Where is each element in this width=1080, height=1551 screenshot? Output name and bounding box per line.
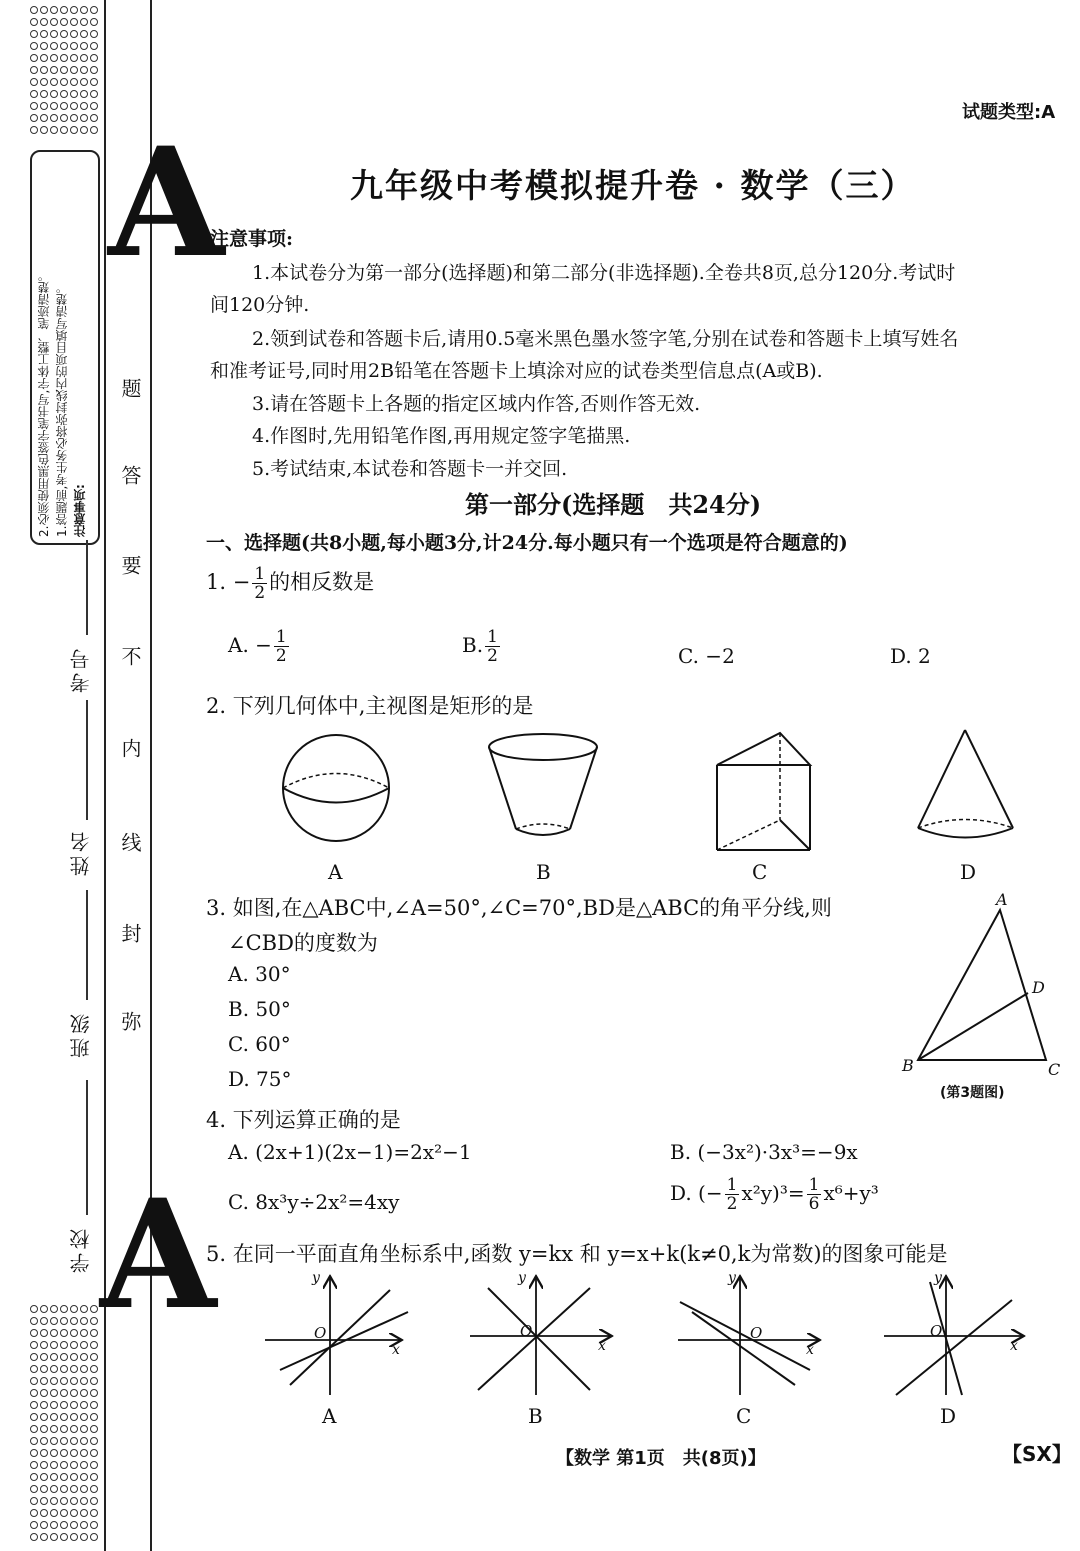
q3-point-b: B xyxy=(902,1056,914,1075)
q4-option-a[interactable]: A. (2x+1)(2x−1)=2x²−1 xyxy=(228,1140,472,1164)
exam-type-letter-top: A xyxy=(108,115,225,291)
q5-a-x-label: x xyxy=(392,1342,400,1358)
q5-a-y-label: y xyxy=(312,1270,320,1286)
seal-char-1: 题 xyxy=(118,378,142,402)
q2-label-d[interactable]: D xyxy=(960,860,977,884)
q5-graphs xyxy=(260,1270,1040,1400)
q5-a-origin: O xyxy=(314,1324,327,1342)
seal-char-6: 线 xyxy=(118,832,142,856)
q4-stem: 4. 下列运算正确的是 xyxy=(206,1108,401,1132)
q4-option-c[interactable]: C. 8x³y÷2x²=4xy xyxy=(228,1190,400,1214)
q5-graph-b xyxy=(470,1278,610,1395)
q4-d-frac2 xyxy=(807,1176,822,1213)
q5-graph-a xyxy=(265,1278,408,1395)
q1-option-b-label: B. xyxy=(462,633,484,657)
q1-a-num: 1 xyxy=(275,627,287,647)
q3-stem-line2: ∠CBD的度数为 xyxy=(228,931,378,955)
q1-option-a[interactable] xyxy=(228,628,291,665)
footer-code: 【SX】 xyxy=(1002,1442,1072,1466)
q3-option-d[interactable]: D. 75° xyxy=(228,1067,292,1091)
q4-d-den2: 6 xyxy=(808,1194,820,1214)
exam-type-label: 试题类型:A xyxy=(962,102,1056,123)
q5-label-a[interactable]: A xyxy=(322,1404,337,1428)
notes-line-4: 4.作图时,先用铅笔作图,再用规定签字笔描黑. xyxy=(252,425,631,447)
field-exam-number: 考号 xyxy=(69,645,93,693)
q1-fraction xyxy=(252,565,267,602)
q3-option-b[interactable]: B. 50° xyxy=(228,997,291,1021)
seal-char-7: 封 xyxy=(118,923,142,947)
page-title: 九年级中考模拟提升卷 · 数学（三） xyxy=(350,166,916,205)
binding-notice-2: 2.必须使用黑色签字笔书写,字体工整、笔迹清楚。 xyxy=(37,269,51,537)
q3-option-a[interactable]: A. 30° xyxy=(228,962,291,986)
q5-b-y-label: y xyxy=(518,1270,526,1286)
q5-b-origin: O xyxy=(520,1322,533,1340)
q5-d-y-label: y xyxy=(934,1270,942,1286)
q4-d-den1: 2 xyxy=(726,1194,738,1214)
field-class-line[interactable] xyxy=(86,890,88,1000)
q1-a-den: 2 xyxy=(275,646,287,666)
seal-char-2: 答 xyxy=(118,465,142,489)
q4-d-suffix: x⁶+y³ xyxy=(823,1181,879,1205)
binding-notice-title: 注意事项: xyxy=(73,484,87,537)
q1-option-c[interactable]: C. −2 xyxy=(678,644,735,668)
binding-notice-1: 1.答题前,考生务必将弥封线内的项目填写清楚。 xyxy=(55,281,69,537)
q3-figure xyxy=(900,890,1070,1080)
field-school-line[interactable] xyxy=(86,1080,88,1215)
notes-line-2b: 和准考证号,同时用2B铅笔在答题卡上填涂对应的试卷类型信息点(A或B). xyxy=(210,360,823,382)
q1-stem-suffix: 的相反数是 xyxy=(269,570,375,594)
q2-figures xyxy=(270,725,1030,855)
q5-graph-c xyxy=(678,1278,818,1395)
q3-figure-caption: (第3题图) xyxy=(940,1085,1005,1101)
q4-option-d[interactable] xyxy=(670,1176,879,1213)
q3-point-a: A xyxy=(996,890,1008,909)
q5-label-c[interactable]: C xyxy=(736,1404,752,1428)
prism-figure xyxy=(717,733,810,850)
q5-c-origin: O xyxy=(750,1324,763,1342)
field-name-line[interactable] xyxy=(86,700,88,820)
section1-heading: 一、选择题(共8小题,每小题3分,计24分.每小题只有一个选项是符合题意的) xyxy=(206,532,848,554)
seal-char-8: 弥 xyxy=(118,1011,142,1035)
q5-d-x-label: x xyxy=(1010,1338,1018,1354)
q1-frac-den: 2 xyxy=(254,583,266,603)
q5-stem: 5. 在同一平面直角坐标系中,函数 y=kx 和 y=x+k(k≠0,k为常数)的图象可能是 xyxy=(206,1242,948,1266)
q2-label-a[interactable]: A xyxy=(328,860,343,884)
q3-point-c: C xyxy=(1048,1060,1061,1079)
seal-char-3: 要 xyxy=(118,555,142,579)
q1-option-b[interactable] xyxy=(462,628,502,665)
q1-option-a-label: A. − xyxy=(228,633,272,657)
binding-notice-box xyxy=(30,150,100,545)
q1-stem-prefix: 1. − xyxy=(206,570,251,594)
q5-label-b[interactable]: B xyxy=(528,1404,543,1428)
sphere-figure xyxy=(283,735,389,841)
notes-line-2: 2.领到试卷和答题卡后,请用0.5毫米黑色墨水签字笔,分别在试卷和答题卡上填写姓名 xyxy=(252,328,959,350)
q5-graphs-svg xyxy=(260,1270,1040,1400)
seal-char-4: 不 xyxy=(118,646,142,670)
q4-d-mid: x²y)³= xyxy=(741,1181,805,1205)
field-class: 班级 xyxy=(69,1010,93,1058)
q1-option-a-frac xyxy=(274,628,289,665)
notes-line-1b: 间120分钟. xyxy=(210,294,310,316)
field-exam-number-line[interactable] xyxy=(86,540,88,635)
cone-figure xyxy=(918,730,1013,838)
notes-line-5: 5.考试结束,本试卷和答题卡一并交回. xyxy=(252,458,568,480)
q4-d-prefix: D. (− xyxy=(670,1181,723,1205)
q4-d-frac1 xyxy=(725,1176,740,1213)
q5-b-x-label: x xyxy=(598,1338,606,1354)
q2-stem: 2. 下列几何体中,主视图是矩形的是 xyxy=(206,694,534,718)
notes-line-1: 1.本试卷分为第一部分(选择题)和第二部分(非选择题).全卷共8页,总分120分.考试时 xyxy=(252,262,956,284)
q5-graph-d xyxy=(884,1278,1022,1395)
part1-heading: 第一部分(选择题 共24分) xyxy=(465,490,762,519)
exam-type-letter-bottom: A xyxy=(100,1167,217,1343)
binding-rings-bottom xyxy=(30,1305,98,1543)
page-footer: 【数学 第1页 共(8页)】 xyxy=(556,1448,766,1469)
q5-c-y-label: y xyxy=(728,1270,736,1286)
notes-heading: 注意事项: xyxy=(210,228,294,250)
q1-b-num: 1 xyxy=(487,627,498,647)
q2-label-b[interactable]: B xyxy=(536,860,551,884)
notes-line-3: 3.请在答题卡上各题的指定区域内作答,否则作答无效. xyxy=(252,393,701,415)
q1-option-d[interactable]: D. 2 xyxy=(890,644,931,668)
q2-label-c[interactable]: C xyxy=(752,860,768,884)
q1-stem xyxy=(206,565,374,602)
field-name: 姓名 xyxy=(69,828,93,876)
q5-c-x-label: x xyxy=(806,1342,814,1358)
q1-b-den: 2 xyxy=(487,646,498,666)
q1-option-b-frac xyxy=(485,628,500,665)
q2-figures-svg xyxy=(270,725,1030,855)
q3-option-c[interactable]: C. 60° xyxy=(228,1032,291,1056)
q4-option-b[interactable]: B. (−3x²)·3x³=−9x xyxy=(670,1140,858,1164)
q1-frac-num: 1 xyxy=(254,564,266,584)
q3-stem-line1: 3. 如图,在△ABC中,∠A=50°,∠C=70°,BD是△ABC的角平分线,则 xyxy=(206,896,832,920)
seal-char-5: 内 xyxy=(118,738,142,762)
q5-d-origin: O xyxy=(930,1322,943,1340)
q4-d-num1: 1 xyxy=(726,1175,738,1195)
frustum-figure xyxy=(489,734,597,835)
binding-rings-top xyxy=(30,6,98,136)
q4-d-num2: 1 xyxy=(808,1175,820,1195)
field-school: 学校 xyxy=(69,1225,93,1273)
q3-point-d: D xyxy=(1032,978,1045,997)
q5-label-d[interactable]: D xyxy=(940,1404,957,1428)
